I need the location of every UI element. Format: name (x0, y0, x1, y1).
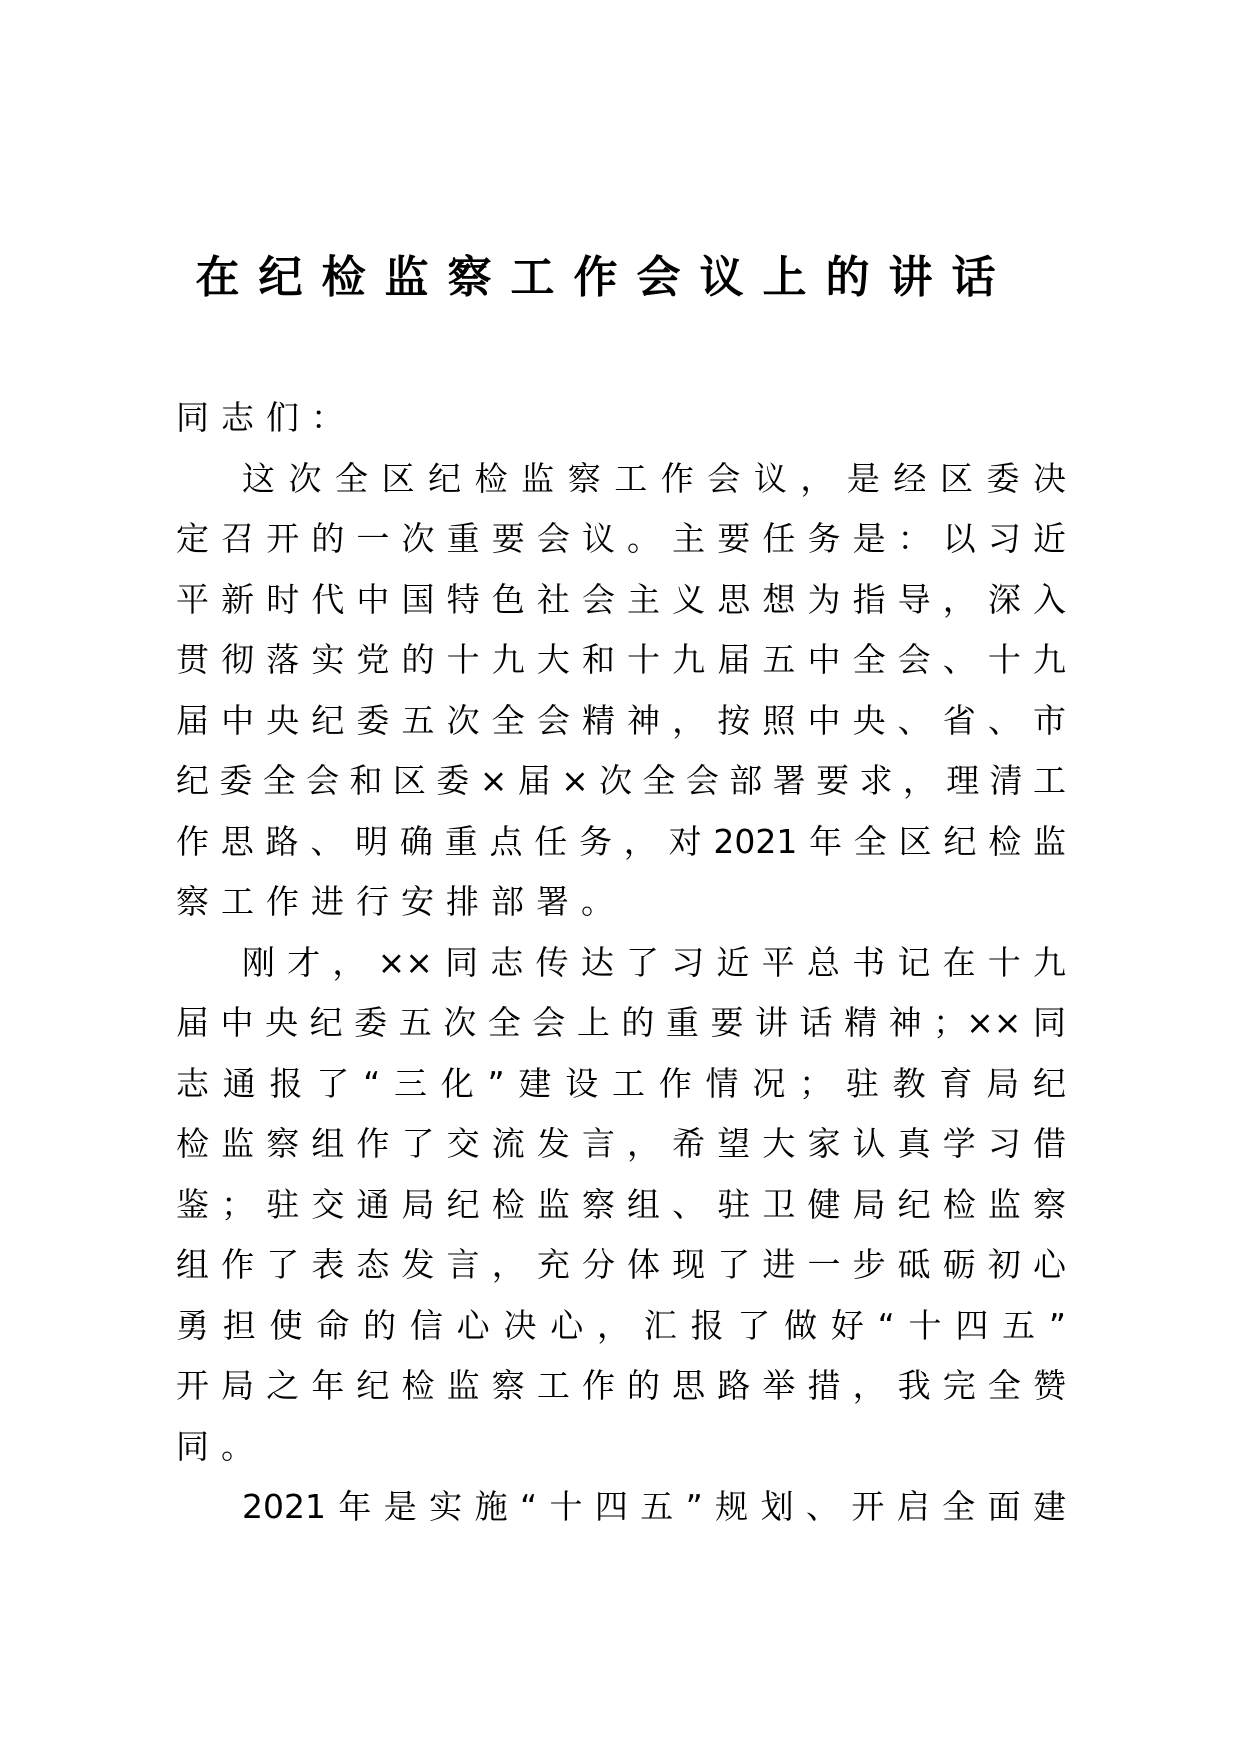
paragraph-line: 组作了表态发言，充分体现了进一步砥砺初心 (176, 1245, 1066, 1284)
paragraph-line: 届中央纪委五次全会精神，按照中央、省、市 (176, 700, 1066, 740)
paragraph-line: 这次全区纪检监察工作会议，是经区委决 (242, 458, 1066, 498)
paragraph-line: 志通报了“三化”建设工作情况；驻教育局纪 (176, 1063, 1066, 1103)
paragraph-line: 检监察组作了交流发言，希望大家认真学习借 (176, 1124, 1066, 1163)
paragraph-line: 开局之年纪检监察工作的思路举措，我完全赞 (176, 1366, 1066, 1405)
speech-body (176, 388, 1066, 1538)
paragraph-line: 2021年是实施“十四五”规划、开启全面建 (242, 1487, 1066, 1526)
paragraph-line: 鉴；驻交通局纪检监察组、驻卫健局纪检监察 (176, 1184, 1066, 1224)
paragraph-line: 平新时代中国特色社会主义思想为指导，深入 (176, 579, 1066, 619)
paragraph-line: 刚才，××同志传达了习近平总书记在十九 (242, 942, 1066, 982)
document-title: 在纪检监察工作会议上的讲话 (195, 252, 1015, 303)
paragraph-line: 同。 (176, 1426, 266, 1466)
paragraph-line: 勇担使命的信心决心，汇报了做好“十四五” (176, 1305, 1066, 1345)
paragraph-line: 察工作进行安排部署。 (176, 882, 626, 921)
paragraph-line: 贯彻落实党的十九大和十九届五中全会、十九 (176, 640, 1066, 679)
paragraph-line: 作思路、明确重点任务，对2021年全区纪检监 (176, 821, 1066, 861)
paragraph-line: 纪委全会和区委×届×次全会部署要求，理清工 (176, 761, 1066, 800)
paragraph-line: 届中央纪委五次全会上的重要讲话精神；××同 (176, 1003, 1066, 1042)
paragraph-line: 定召开的一次重要会议。主要任务是：以习近 (176, 519, 1066, 558)
salutation-line: 同志们： (176, 398, 356, 437)
